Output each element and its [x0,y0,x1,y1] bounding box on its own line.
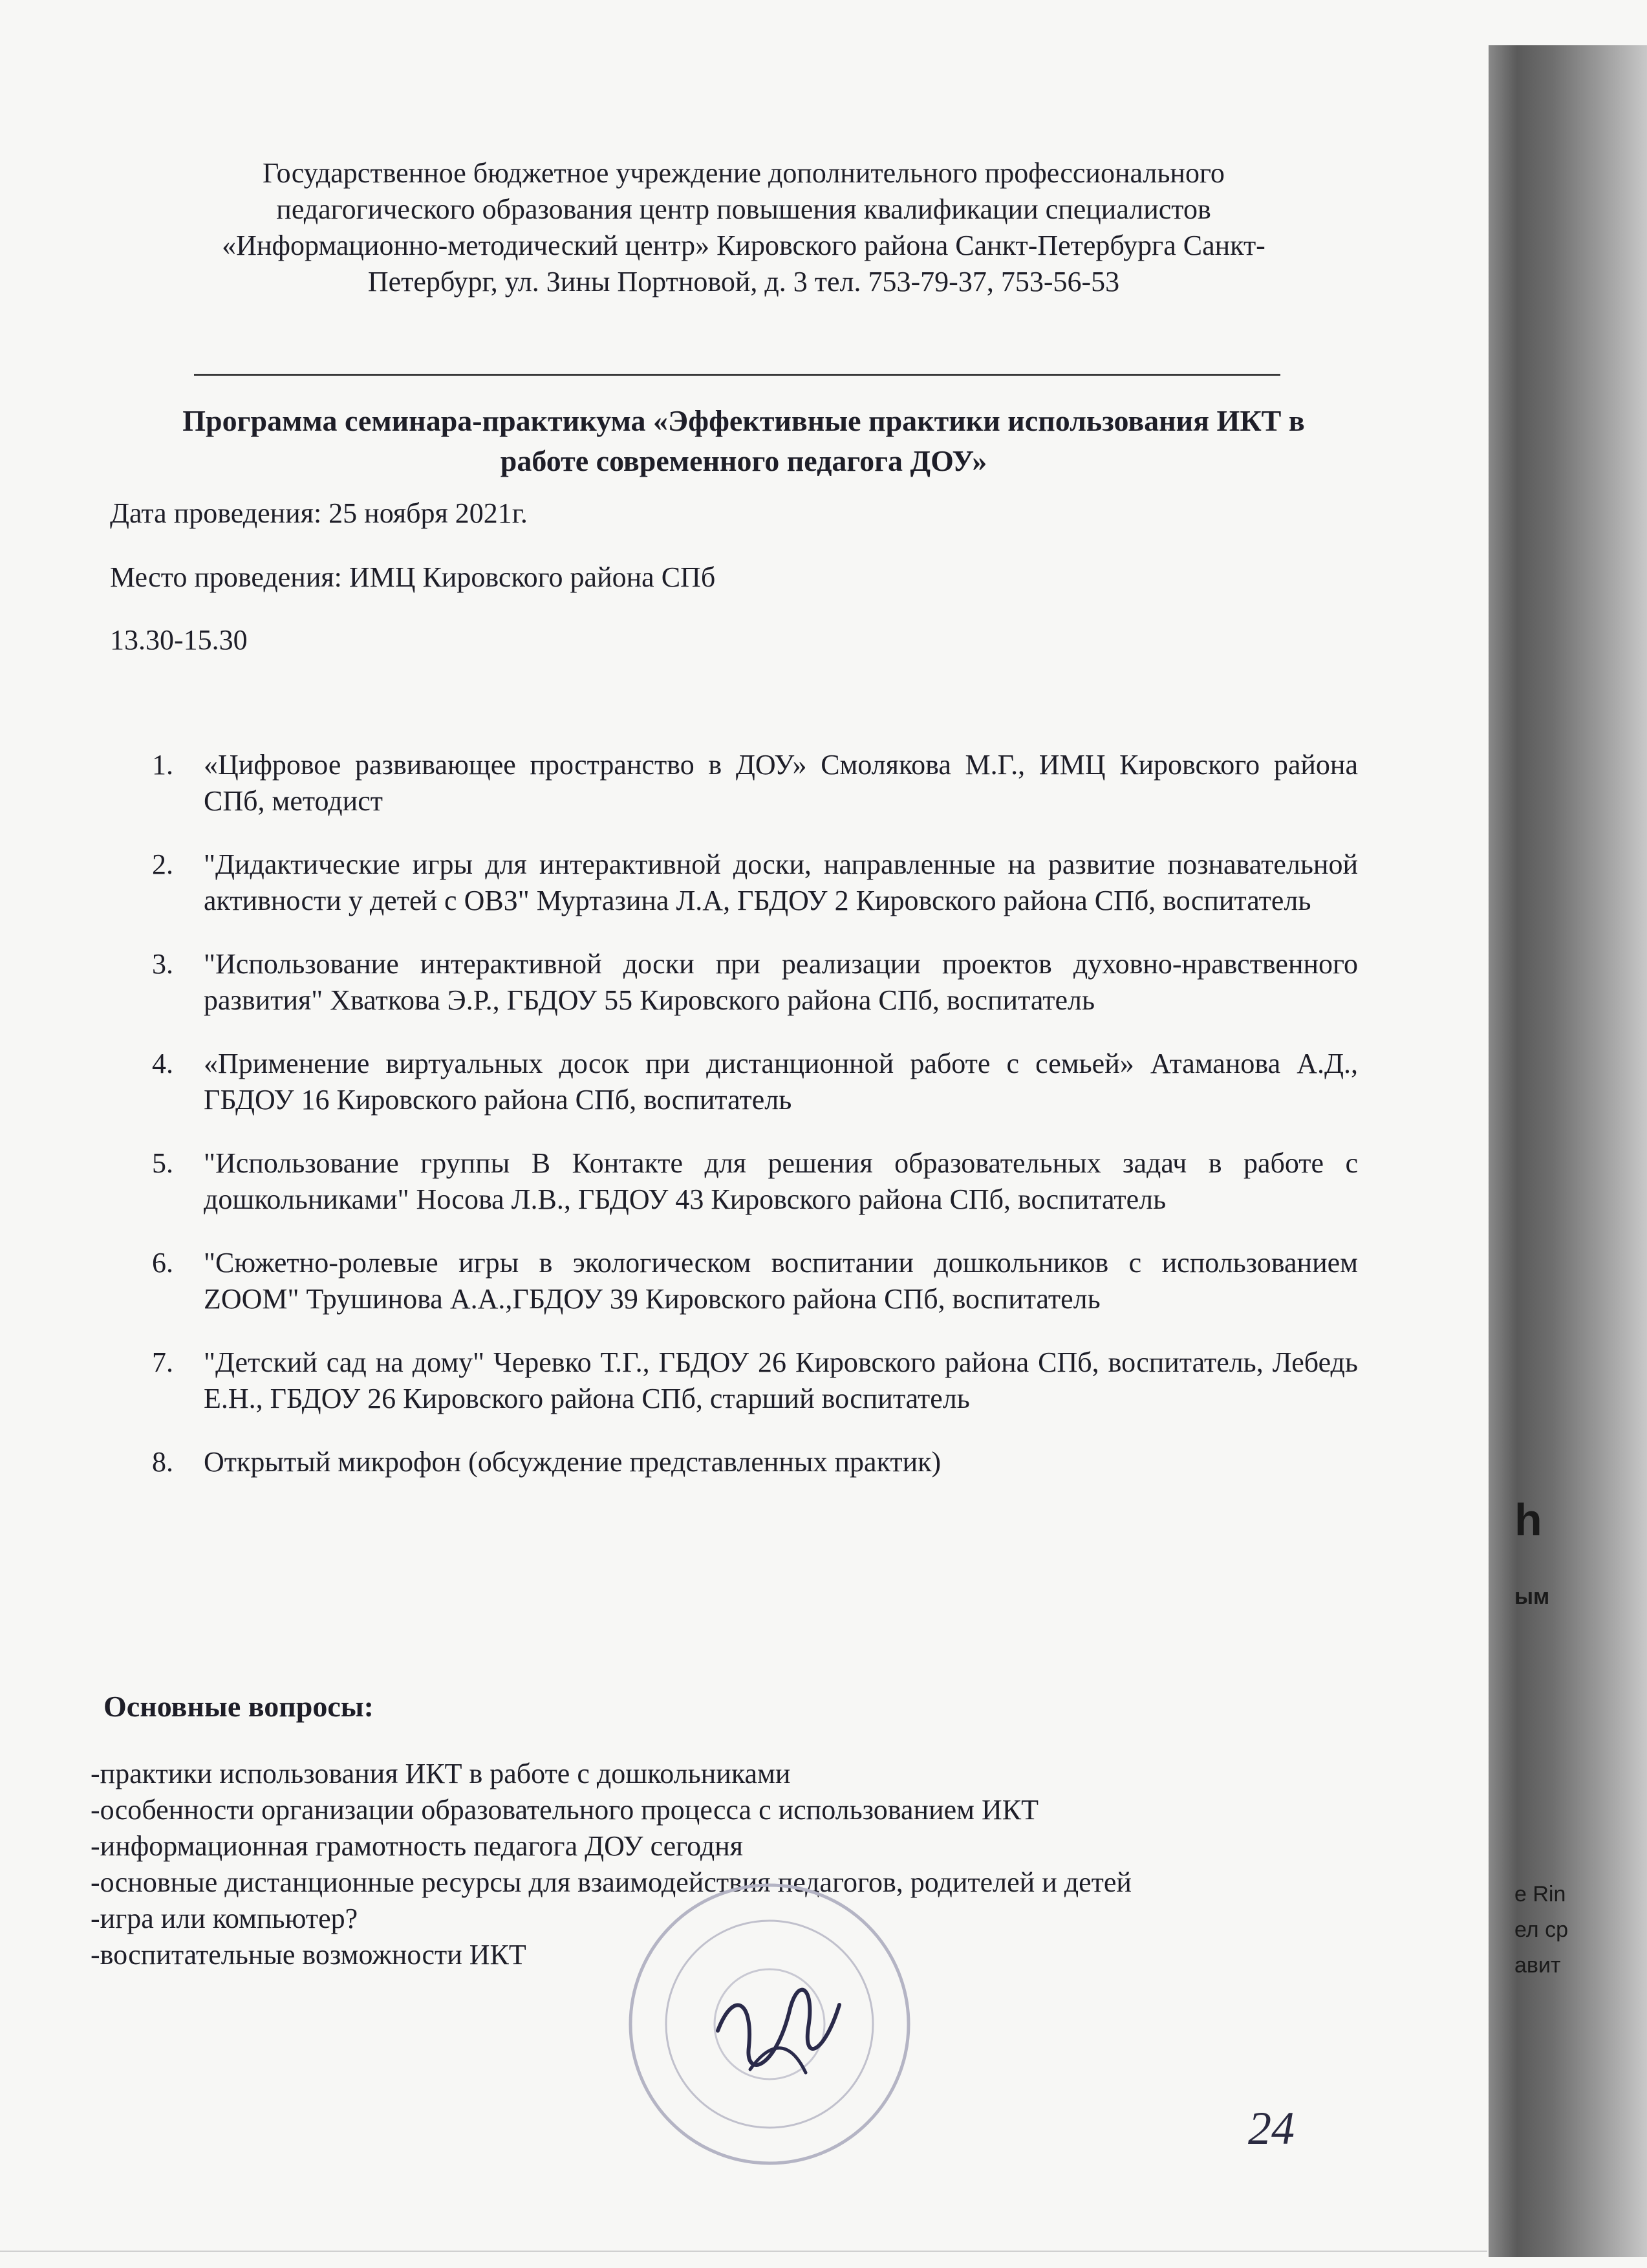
program-item [152,847,1358,919]
item-number: 3. [152,948,173,980]
question-item: -особенности организации образовательного процесса с использованием ИКТ [91,1794,1039,1826]
header-line: «Информационно-методический центр» Кировского района Санкт-Петербурга Санкт- [222,230,1265,261]
organization-header [129,155,1358,300]
item-number: 8. [152,1446,173,1478]
item-text: "Использование группы В Контакте для решения образовательных задач в работе с дошкольниками" Носова Л.В., ГБДОУ 43 Кировского района СПб, воспитатель [204,1147,1358,1215]
item-text: «Применение виртуальных досок при дистанционной работе с семьей» Атаманова А.Д., ГБДОУ 16 Кировского района СПб, воспитатель [204,1048,1358,1116]
document-title [110,401,1377,481]
shadow-fragment: h [1514,1495,1542,1545]
header-line: Государственное бюджетное учреждение дополнительного профессионального [263,157,1225,189]
item-number: 6. [152,1247,173,1279]
event-place: Место проведения: ИМЦ Кировского района СПб [110,561,716,593]
event-date: Дата проведения: 25 ноября 2021г. [110,497,528,529]
program-list [152,747,1358,1507]
item-text: "Сюжетно-ролевые игры в экологическом воспитании дошкольников с использованием ZOOM" Трушинова А.А.,ГБДОУ 39 Кировского района СПб, воспитатель [204,1247,1358,1315]
seal-stamp-icon [621,1875,918,2173]
scanner-shadow [1489,45,1647,2257]
program-item [152,1046,1358,1118]
question-item: -информационная грамотность педагога ДОУ сегодня [91,1830,744,1862]
program-item [152,1245,1358,1317]
title-line-1: Программа семинара-практикума «Эффективные практики использования ИКТ в [182,404,1305,437]
program-item [152,1444,1358,1480]
item-number: 4. [152,1048,173,1079]
questions-title: Основные вопросы: [103,1690,374,1723]
item-text: "Дидактические игры для интерактивной доски, направленные на развитие познавательной активности у детей с ОВЗ" Муртазина Л.А, ГБДОУ 2 Кировского района СПб, воспитатель [204,848,1358,916]
header-divider [194,374,1280,376]
item-number: 1. [152,749,173,781]
shadow-fragment: ел ср [1514,1917,1568,1942]
question-item: -практики использования ИКТ в работе с дошкольниками [91,1758,791,1789]
item-text: Открытый микрофон (обсуждение представленных практик) [204,1446,942,1478]
shadow-fragment: e Rin [1514,1882,1566,1906]
program-item [152,747,1358,819]
item-text: «Цифровое развивающее пространство в ДОУ» Смолякова М.Г., ИМЦ Кировского района СПб, методист [204,749,1358,817]
question-item: -воспитательные возможности ИКТ [91,1939,526,1971]
shadow-fragment: авит [1514,1953,1561,1978]
header-line: Петербург, ул. Зины Портновой, д. 3 тел. 753-79-37, 753-56-53 [367,266,1120,297]
item-number: 7. [152,1346,173,1378]
questions-list [91,1756,1132,1973]
page-number: 24 [1248,2102,1295,2154]
item-number: 2. [152,848,173,880]
program-item [152,946,1358,1019]
question-item: -игра или компьютер? [91,1903,358,1934]
shadow-fragment: ым [1514,1584,1550,1609]
program-item [152,1145,1358,1218]
program-item [152,1345,1358,1417]
event-time: 13.30-15.30 [110,624,248,656]
question-item: -основные дистанционные ресурсы для взаимодействия педагогов, родителей и детей [91,1866,1132,1898]
header-line: педагогического образования центр повышения квалификации специалистов [276,193,1211,225]
page-edge [0,2251,1487,2252]
item-number: 5. [152,1147,173,1179]
item-text: "Детский сад на дому" Черевко Т.Г., ГБДОУ 26 Кировского района СПб, воспитатель, Лебедь Е.Н., ГБДОУ 26 Кировского района СПб, старший воспитатель [204,1346,1358,1414]
item-text: "Использование интерактивной доски при реализации проектов духовно-нравственного развития" Хваткова Э.Р., ГБДОУ 55 Кировского района СПб, воспитатель [204,948,1358,1016]
title-line-2: работе современного педагога ДОУ» [500,444,987,477]
